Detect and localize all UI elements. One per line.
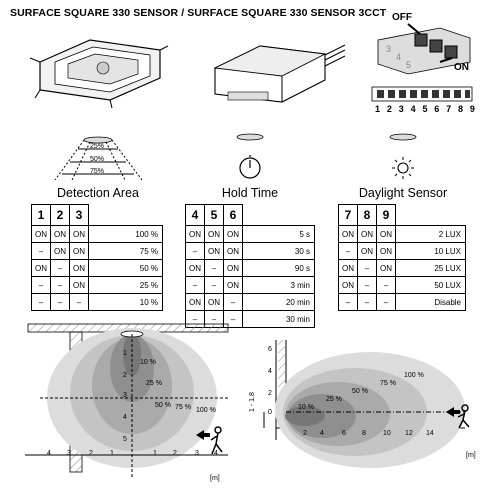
- left-plot-label: 100 %: [196, 407, 216, 414]
- switch-state: –: [205, 311, 224, 328]
- switch-number-header: 3: [70, 205, 89, 226]
- left-y-tick: 2: [123, 372, 127, 379]
- right-plot-label: 25 %: [326, 396, 342, 403]
- table-row: [186, 243, 315, 260]
- dip-number: 2: [386, 104, 392, 114]
- setting-value: 50 LUX: [396, 277, 466, 294]
- dip-number: 5: [422, 104, 428, 114]
- switch-state: –: [32, 294, 51, 311]
- hold-time-illustration: [237, 134, 263, 178]
- left-plot-label: 75 %: [175, 404, 191, 411]
- dip-number: 9: [469, 104, 475, 114]
- right-x-tick: 4: [320, 430, 324, 437]
- sensor-frame-illustration: [30, 40, 168, 108]
- switch-state: –: [186, 243, 205, 260]
- setting-value: 75 %: [89, 243, 163, 260]
- right-detection-plot: [250, 330, 500, 500]
- switch-state: –: [377, 277, 396, 294]
- hold-time-title: Hold Time: [221, 186, 279, 200]
- switch-state: ON: [186, 294, 205, 311]
- table-row: [32, 294, 163, 311]
- daylight-illustration: [390, 134, 416, 179]
- switch-state: –: [70, 294, 89, 311]
- table-row: [32, 243, 163, 260]
- table-row: [186, 277, 315, 294]
- switch-number-header: 4: [186, 205, 205, 226]
- table-row: [339, 294, 466, 311]
- dip-number: 7: [446, 104, 452, 114]
- switch-state: –: [51, 277, 70, 294]
- switch-side-digit: 5: [406, 60, 412, 70]
- left-x-tick: 2: [89, 450, 93, 457]
- switch-state: ON: [377, 226, 396, 243]
- setting-value: 10 %: [89, 294, 163, 311]
- switch-state: ON: [377, 260, 396, 277]
- right-x-tick: 10: [383, 430, 391, 437]
- setting-value: 100 %: [89, 226, 163, 243]
- daylight-sensor-table: [338, 204, 466, 311]
- right-y-tick: 0: [268, 409, 272, 416]
- right-y-tick: 4: [268, 368, 272, 375]
- header-blank: [89, 205, 163, 226]
- setting-value: 10 LUX: [396, 243, 466, 260]
- right-x-tick: 12: [405, 430, 413, 437]
- setting-value: 90 s: [243, 260, 315, 277]
- switch-number-header: 2: [51, 205, 70, 226]
- switch-state: ON: [224, 277, 243, 294]
- switch-number-header: 6: [224, 205, 243, 226]
- header-blank: [396, 205, 466, 226]
- switch-state: –: [51, 294, 70, 311]
- right-y-tick: 6: [268, 346, 272, 353]
- switch-state: ON: [51, 226, 70, 243]
- setting-value: 50 %: [89, 260, 163, 277]
- table-row: [339, 243, 466, 260]
- right-x-tick: 14: [426, 430, 434, 437]
- switch-state: ON: [70, 260, 89, 277]
- right-x-tick: 8: [362, 430, 366, 437]
- switch-state: –: [51, 260, 70, 277]
- left-plot-label: 25 %: [146, 380, 162, 387]
- switch-state: –: [339, 294, 358, 311]
- setting-value: 30 s: [243, 243, 315, 260]
- setting-value: 5 s: [243, 226, 315, 243]
- switch-state: –: [358, 277, 377, 294]
- table-row: [32, 260, 163, 277]
- switch-off-label: OFF: [392, 12, 412, 23]
- right-plot-label: 50 %: [352, 388, 368, 395]
- cone-label: 25%: [90, 143, 105, 150]
- switch-state: ON: [205, 226, 224, 243]
- switch-state: ON: [224, 226, 243, 243]
- page-title: SURFACE SQUARE 330 SENSOR / SURFACE SQUARE 330 SENSOR 3CCT: [10, 7, 387, 19]
- switch-state: ON: [339, 277, 358, 294]
- switch-state: ON: [339, 226, 358, 243]
- switch-side-digit: 4: [396, 52, 402, 62]
- left-y-tick: 1: [123, 350, 127, 357]
- hold-time-table: [185, 204, 315, 328]
- setting-value: 30 min: [243, 311, 315, 328]
- table-row: [32, 277, 163, 294]
- switch-state: –: [32, 243, 51, 260]
- left-plot-label: 50 %: [155, 402, 171, 409]
- switch-state: ON: [358, 243, 377, 260]
- cone-label: 50%: [90, 156, 105, 163]
- dip-number: 6: [434, 104, 440, 114]
- left-y-tick: 3: [123, 392, 127, 399]
- switch-state: ON: [70, 277, 89, 294]
- cone-label: 75%: [90, 168, 105, 175]
- switch-state: –: [186, 311, 205, 328]
- switch-state: ON: [358, 226, 377, 243]
- left-plot-label: 10 %: [140, 359, 156, 366]
- switch-number-header: 8: [358, 205, 377, 226]
- switch-state: –: [358, 260, 377, 277]
- switch-state: –: [224, 311, 243, 328]
- table-row: [339, 260, 466, 277]
- switch-state: –: [32, 277, 51, 294]
- table-row: [339, 226, 466, 243]
- dip-switch-strip: [372, 87, 472, 101]
- dip-number: 3: [398, 104, 404, 114]
- detection-area-table: [31, 204, 163, 311]
- setting-value: 20 min: [243, 294, 315, 311]
- right-plot-label: 75 %: [380, 380, 396, 387]
- driver-box-illustration: [215, 45, 345, 102]
- left-x-tick: 3: [195, 450, 199, 457]
- switch-state: ON: [51, 243, 70, 260]
- setting-value: 25 LUX: [396, 260, 466, 277]
- switch-state: ON: [377, 243, 396, 260]
- left-x-tick: 1: [153, 450, 157, 457]
- switch-state: –: [377, 294, 396, 311]
- right-plot-unit: [m]: [466, 452, 476, 459]
- switch-number-header: 1: [32, 205, 51, 226]
- switch-state: –: [224, 294, 243, 311]
- left-x-tick: 4: [47, 450, 51, 457]
- dip-number: 8: [458, 104, 464, 114]
- switch-state: –: [358, 294, 377, 311]
- switch-state: ON: [186, 260, 205, 277]
- switch-state: ON: [205, 294, 224, 311]
- switch-state: –: [339, 243, 358, 260]
- left-x-tick: 1: [110, 450, 114, 457]
- switch-number-header: 9: [377, 205, 396, 226]
- left-x-tick: 3: [67, 450, 71, 457]
- left-y-tick: 4: [123, 414, 127, 421]
- switch-number-header: 7: [339, 205, 358, 226]
- switch-number-header: 5: [205, 205, 224, 226]
- switch-state: ON: [339, 260, 358, 277]
- detection-area-title: Detection Area: [57, 186, 139, 200]
- mounting-height-label: 1 - 1.8: [249, 392, 256, 412]
- switch-side-digit: 3: [386, 44, 392, 54]
- table-row: [186, 260, 315, 277]
- switch-state: ON: [70, 226, 89, 243]
- left-x-tick: 2: [173, 450, 177, 457]
- table-row: [32, 226, 163, 243]
- right-plot-label: 100 %: [404, 372, 424, 379]
- switch-state: –: [205, 277, 224, 294]
- left-plot-unit: [m]: [210, 475, 220, 482]
- table-row: [339, 277, 466, 294]
- switch-state: ON: [205, 243, 224, 260]
- dip-number: 1: [375, 104, 381, 114]
- setting-value: Disable: [396, 294, 466, 311]
- dip-number: 4: [410, 104, 416, 114]
- left-y-tick: 5: [123, 436, 127, 443]
- setting-value: 3 min: [243, 277, 315, 294]
- setting-value: 2 LUX: [396, 226, 466, 243]
- daylight-sensor-title: Daylight Sensor: [358, 186, 448, 200]
- switch-state: –: [186, 277, 205, 294]
- table-row: [186, 226, 315, 243]
- right-y-tick: 2: [268, 390, 272, 397]
- header-blank: [243, 205, 315, 226]
- switch-state: ON: [224, 243, 243, 260]
- switch-state: ON: [32, 226, 51, 243]
- switch-state: ON: [186, 226, 205, 243]
- switch-on-label: ON: [454, 62, 469, 73]
- switch-state: –: [205, 260, 224, 277]
- switch-state: ON: [224, 260, 243, 277]
- switch-state: ON: [70, 243, 89, 260]
- dip-number-row: [375, 104, 475, 114]
- switch-state: ON: [32, 260, 51, 277]
- left-x-tick: 4: [214, 450, 218, 457]
- top-illustrations: [0, 0, 500, 200]
- setting-value: 25 %: [89, 277, 163, 294]
- right-x-tick: 2: [303, 430, 307, 437]
- right-plot-label: 10 %: [298, 404, 314, 411]
- right-x-tick: 6: [342, 430, 346, 437]
- table-row: [186, 294, 315, 311]
